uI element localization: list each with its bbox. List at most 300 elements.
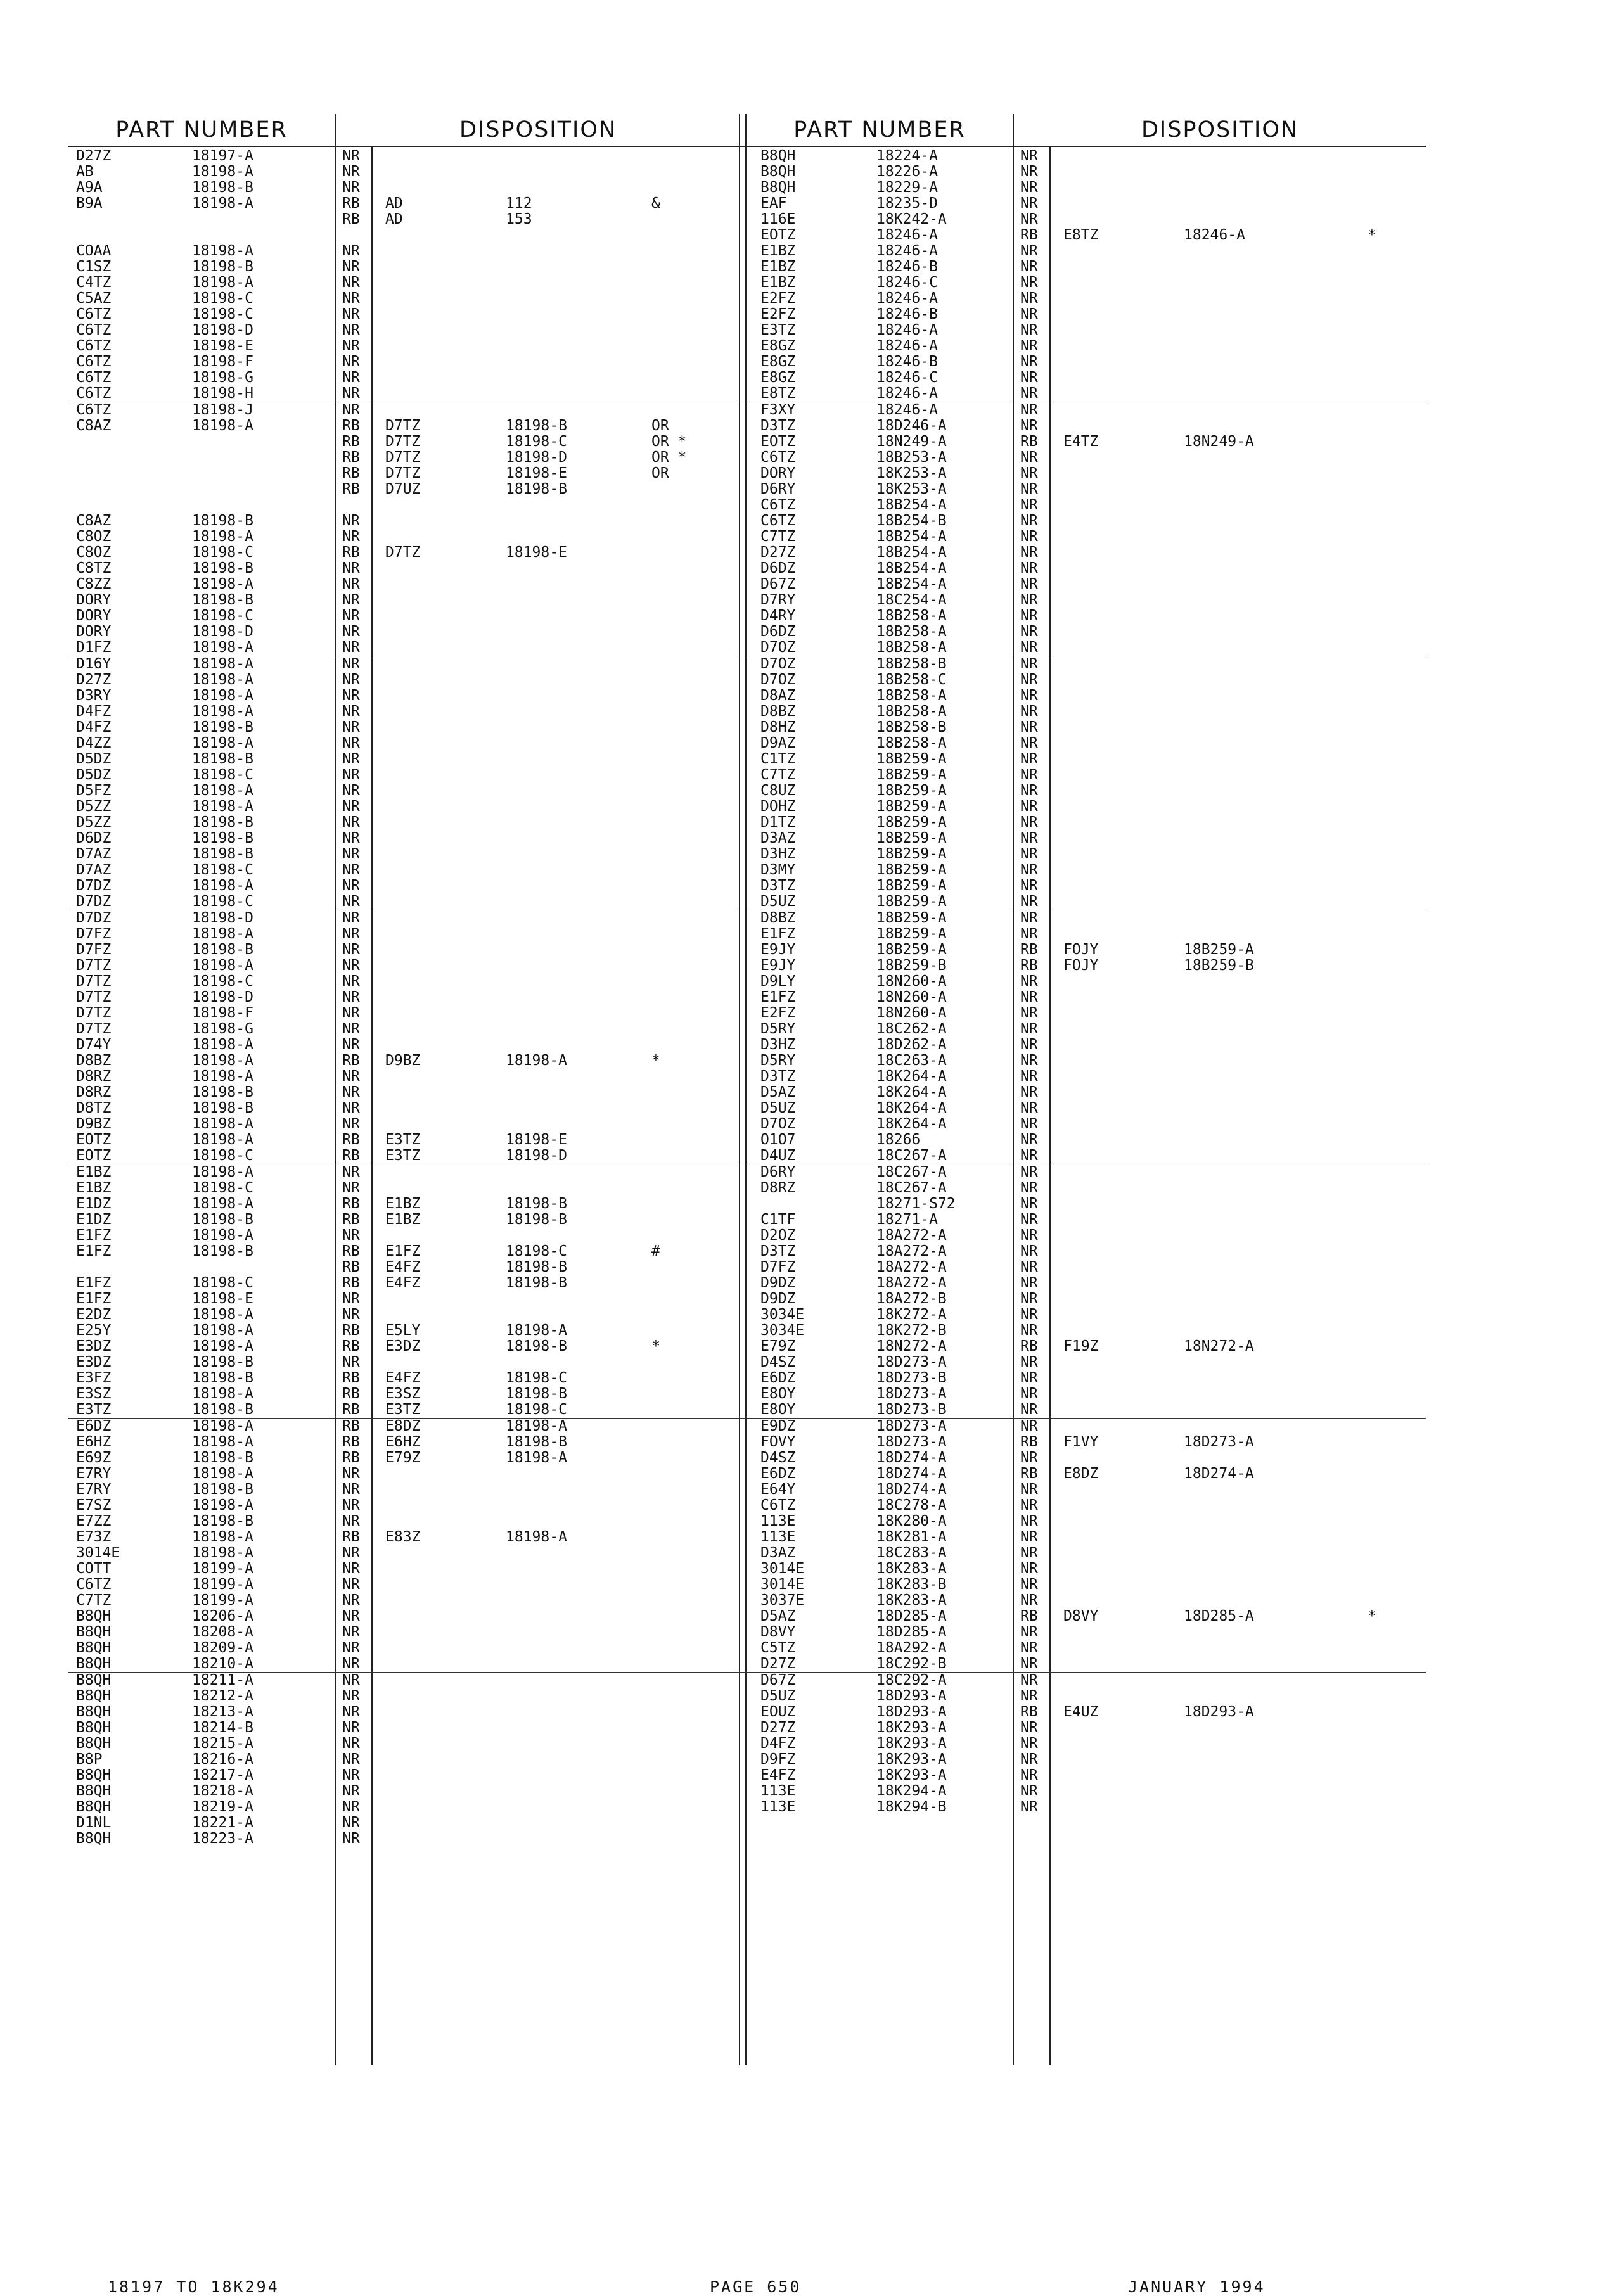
model-code: B8QH: [76, 1799, 112, 1815]
part-number: 18D273-B: [876, 1401, 947, 1418]
model-code: D8BZ: [76, 1052, 112, 1069]
disposition-code: NR: [342, 354, 360, 370]
part-number: 18K294-B: [876, 1799, 947, 1815]
replacement-part: 18198-B: [506, 1211, 567, 1228]
part-number: 18198-G: [192, 369, 253, 386]
table-row: [740, 1244, 1426, 1260]
table-row: [740, 688, 1426, 704]
part-number: 18B259-A: [876, 751, 947, 767]
table-row: [68, 1037, 740, 1053]
model-code: E4FZ: [760, 1767, 796, 1783]
model-code: E8OY: [760, 1386, 796, 1402]
model-code: E1FZ: [760, 926, 796, 942]
disposition-code: RB: [1020, 227, 1038, 243]
part-number: 18D274-A: [876, 1465, 947, 1482]
part-number: 18246-A: [876, 385, 938, 402]
part-number: 18198-A: [192, 1434, 253, 1450]
disposition-code: RB: [342, 1275, 360, 1291]
part-number: 18198-C: [192, 1147, 253, 1164]
part-number: 18198-A: [192, 1164, 253, 1180]
model-code: E3DZ: [76, 1354, 112, 1370]
table-row: [740, 831, 1426, 846]
model-code: E9JY: [760, 957, 796, 974]
disposition-code: RB: [342, 1196, 360, 1212]
part-number: 18K280-A: [876, 1513, 947, 1529]
model-code: B8QH: [76, 1735, 112, 1752]
disposition-code: NR: [1020, 1735, 1038, 1752]
model-code: 113E: [760, 1783, 796, 1799]
model-code: E8GZ: [760, 338, 796, 354]
model-code: D5FZ: [76, 782, 112, 799]
disposition-code: NR: [1020, 1005, 1038, 1021]
part-number: 18198-D: [192, 910, 253, 926]
model-code: E1FZ: [76, 1243, 112, 1260]
table-row: [740, 307, 1426, 322]
disposition-code: NR: [342, 608, 360, 624]
disposition-code: NR: [342, 798, 360, 815]
part-number: 18B259-A: [876, 926, 947, 942]
table-row: [68, 1799, 740, 1815]
disposition-code: NR: [1020, 1306, 1038, 1323]
part-number: 18K264-A: [876, 1116, 947, 1132]
disposition-code: NR: [342, 560, 360, 577]
disposition-code: NR: [342, 957, 360, 974]
disposition-code: NR: [342, 1481, 360, 1498]
disposition-code: RB: [342, 418, 360, 434]
part-number: 18K272-A: [876, 1306, 947, 1323]
disposition-code: NR: [342, 1306, 360, 1323]
disposition-code: NR: [1020, 719, 1038, 736]
table-row: [68, 497, 740, 513]
table-row: [68, 529, 740, 545]
table-row: [740, 656, 1426, 672]
part-number: 18198-A: [192, 672, 253, 688]
disposition-code: NR: [342, 528, 360, 545]
replacement-part: 18198-C: [506, 1370, 567, 1386]
model-code: D5ZZ: [76, 798, 112, 815]
part-number: 18198-A: [192, 1418, 253, 1434]
replacement-part: 18N249-A: [1184, 433, 1254, 450]
part-number: 18198-A: [192, 163, 253, 180]
table-row: [740, 878, 1426, 894]
part-number: 18B258-A: [876, 687, 947, 704]
model-code: D5ZZ: [76, 814, 112, 831]
part-number: 18C283-A: [876, 1545, 947, 1561]
replacement-part: 18D285-A: [1184, 1608, 1254, 1624]
model-code: D6RY: [760, 481, 796, 497]
table-row: [740, 1752, 1426, 1768]
disposition-code: NR: [342, 1672, 360, 1688]
model-code: D7DZ: [76, 877, 112, 894]
disposition-code: NR: [1020, 910, 1038, 926]
model-code: D5UZ: [760, 1100, 796, 1116]
table-row: [740, 164, 1426, 180]
table-row: [740, 1037, 1426, 1053]
table-row: [740, 1085, 1426, 1100]
disposition-code: NR: [342, 814, 360, 831]
replacement-part: 18198-A: [506, 1450, 567, 1466]
model-code: E7ZZ: [76, 1513, 112, 1529]
table-row: [68, 1005, 740, 1021]
model-code: D1FZ: [76, 639, 112, 656]
table-row: [740, 1021, 1426, 1037]
part-number: 18B259-A: [876, 910, 947, 926]
table-row: [740, 1545, 1426, 1561]
disposition-code: RB: [342, 1211, 360, 1228]
part-number: 18217-A: [192, 1767, 253, 1783]
part-number: 18229-A: [876, 179, 938, 196]
model-code: E3TZ: [760, 322, 796, 338]
model-code: D5AZ: [760, 1608, 796, 1624]
table-row: [68, 482, 740, 497]
disposition-code: NR: [342, 163, 360, 180]
table-row: [740, 466, 1426, 482]
disposition-code: NR: [342, 862, 360, 878]
part-number: 18198-A: [192, 1497, 253, 1514]
replacement-model: D9BZ: [385, 1052, 421, 1069]
disposition-code: NR: [1020, 814, 1038, 831]
table-row: [740, 1624, 1426, 1640]
part-number: 18D273-B: [876, 1370, 947, 1386]
disposition-code: NR: [342, 576, 360, 592]
part-number: 18198-F: [192, 354, 253, 370]
disposition-code: NR: [1020, 1227, 1038, 1244]
table-row: [740, 1339, 1426, 1355]
model-code: D4RY: [760, 608, 796, 624]
part-number: 18198-B: [192, 258, 253, 275]
model-code: D8VY: [760, 1624, 796, 1640]
disposition-code: NR: [342, 148, 360, 164]
table-row: [68, 1720, 740, 1736]
disposition-code: NR: [1020, 163, 1038, 180]
table-row: [68, 1355, 740, 1370]
replacement-model: D8VY: [1063, 1608, 1099, 1624]
disposition-code: NR: [342, 1799, 360, 1815]
table-row: [68, 164, 740, 180]
table-row: [740, 1164, 1426, 1180]
disposition-code: NR: [1020, 687, 1038, 704]
model-code: E6DZ: [760, 1465, 796, 1482]
table-row: [68, 926, 740, 942]
disposition-code: NR: [1020, 402, 1038, 418]
replacement-model: F19Z: [1063, 1338, 1099, 1355]
part-number: 18A272-B: [876, 1291, 947, 1307]
part-number: 18C262-A: [876, 1021, 947, 1037]
part-number: 18198-C: [192, 608, 253, 624]
part-number: 18218-A: [192, 1783, 253, 1799]
disposition-code: NR: [342, 258, 360, 275]
table-row: [740, 243, 1426, 259]
table-row: [68, 1514, 740, 1529]
replacement-part: 18198-B: [506, 1196, 567, 1212]
table-row: [740, 577, 1426, 592]
disposition-code: RB: [342, 211, 360, 227]
model-code: D3AZ: [760, 1545, 796, 1561]
replacement-part: 18198-B: [506, 1259, 567, 1275]
model-code: D5RY: [760, 1021, 796, 1037]
disposition-code: RB: [342, 544, 360, 561]
part-number: 18198-A: [192, 1306, 253, 1323]
model-code: E79Z: [760, 1338, 796, 1355]
disposition-code: NR: [1020, 481, 1038, 497]
part-number: 18246-A: [876, 338, 938, 354]
disposition-code: NR: [1020, 830, 1038, 846]
note-mark: *: [651, 1052, 660, 1069]
disposition-code: NR: [1020, 989, 1038, 1005]
table-row: [68, 862, 740, 878]
disposition-code: NR: [342, 910, 360, 926]
part-number: 18B258-A: [876, 735, 947, 751]
part-number: 18N272-A: [876, 1338, 947, 1355]
table-row: [740, 1482, 1426, 1498]
part-number: 18B259-A: [876, 767, 947, 783]
disposition-header: DISPOSITION: [459, 117, 617, 143]
replacement-part: 18B259-A: [1184, 941, 1254, 958]
model-code: D9DZ: [760, 1275, 796, 1291]
part-number: 18198-B: [192, 751, 253, 767]
table-row: [740, 1260, 1426, 1275]
disposition-code: NR: [342, 1497, 360, 1514]
part-number: 18198-C: [192, 306, 253, 322]
disposition-code: RB: [1020, 1608, 1038, 1624]
model-code: E6DZ: [760, 1370, 796, 1386]
model-code: C7TZ: [76, 1592, 112, 1609]
disposition-code: NR: [342, 1084, 360, 1100]
replacement-part: 18198-A: [506, 1418, 567, 1434]
table-row: [68, 1577, 740, 1593]
disposition-code: NR: [1020, 1513, 1038, 1529]
disposition-code: RB: [342, 1338, 360, 1355]
part-number: 18D293-A: [876, 1688, 947, 1704]
model-code: DORY: [76, 608, 112, 624]
disposition-code: NR: [1020, 767, 1038, 783]
replacement-part: 18198-C: [506, 433, 567, 450]
table-row: [740, 354, 1426, 370]
model-code: E7RY: [76, 1481, 112, 1498]
model-code: E8TZ: [760, 385, 796, 402]
part-number: 18198-C: [192, 893, 253, 910]
disposition-code: RB: [342, 449, 360, 466]
disposition-code: NR: [1020, 1401, 1038, 1418]
part-number: 18B253-A: [876, 449, 947, 466]
disposition-code: NR: [1020, 148, 1038, 164]
disposition-code: NR: [342, 1036, 360, 1053]
model-code: E8OY: [760, 1401, 796, 1418]
table-row: [740, 1148, 1426, 1164]
table-row: [68, 1148, 740, 1164]
disposition-code: NR: [1020, 1211, 1038, 1228]
part-number: 18B254-A: [876, 560, 947, 577]
disposition-code: NR: [1020, 1164, 1038, 1180]
disposition-code: NR: [1020, 1116, 1038, 1132]
model-code: E1BZ: [760, 243, 796, 259]
replacement-model: E4TZ: [1063, 433, 1099, 450]
part-number: 18K253-A: [876, 481, 947, 497]
disposition-code: NR: [342, 1655, 360, 1672]
replacement-part: 18198-A: [506, 1322, 567, 1339]
footer-range: 18197 TO 18K294: [108, 2278, 279, 2296]
header-rule: [68, 146, 740, 147]
model-code: C6TZ: [76, 338, 112, 354]
disposition-code: NR: [1020, 1036, 1038, 1053]
note-mark: &: [651, 195, 660, 212]
table-row: [740, 545, 1426, 561]
disposition-code: NR: [1020, 385, 1038, 402]
table-row: [740, 751, 1426, 767]
disposition-code: NR: [1020, 1640, 1038, 1656]
replacement-part: 18198-D: [506, 449, 567, 466]
table-row: [740, 926, 1426, 942]
table-row: [740, 291, 1426, 307]
table-row: [740, 259, 1426, 275]
table-row: [68, 370, 740, 386]
disposition-code: NR: [1020, 354, 1038, 370]
part-number: 18D273-A: [876, 1434, 947, 1450]
part-number: 18198-A: [192, 418, 253, 434]
model-code: D8RZ: [760, 1180, 796, 1196]
part-number: 18K293-A: [876, 1751, 947, 1768]
table-row: [740, 799, 1426, 815]
model-code: E1BZ: [76, 1180, 112, 1196]
disposition-code: NR: [342, 1005, 360, 1021]
table-row: [68, 1085, 740, 1100]
part-number: 18209-A: [192, 1640, 253, 1656]
disposition-code: NR: [1020, 1545, 1038, 1561]
model-code: C8UZ: [760, 782, 796, 799]
table-row: [68, 974, 740, 990]
replacement-model: E1BZ: [385, 1211, 421, 1228]
table-row: [68, 402, 740, 418]
disposition-code: NR: [1020, 639, 1038, 656]
table-row: [740, 1116, 1426, 1132]
disposition-code: NR: [342, 1021, 360, 1037]
disposition-code: NR: [1020, 1291, 1038, 1307]
table-row: [68, 1419, 740, 1434]
replacement-model: E4UZ: [1063, 1704, 1099, 1720]
part-number: 18B259-A: [876, 830, 947, 846]
disposition-code: RB: [342, 465, 360, 482]
part-number: 18D274-A: [876, 1450, 947, 1466]
part-number: 18198-B: [192, 1243, 253, 1260]
model-code: EOTZ: [760, 433, 796, 450]
disposition-code: NR: [1020, 338, 1038, 354]
disposition-code: NR: [342, 973, 360, 990]
model-code: C6TZ: [76, 322, 112, 338]
replacement-part: 18198-B: [506, 481, 567, 497]
disposition-code: NR: [1020, 926, 1038, 942]
replacement-model: D7TZ: [385, 449, 421, 466]
table-row: [68, 1291, 740, 1307]
disposition-code: NR: [1020, 1799, 1038, 1815]
disposition-code: NR: [1020, 623, 1038, 640]
table-row: [740, 1355, 1426, 1370]
part-number: 18A292-A: [876, 1640, 947, 1656]
disposition-code: NR: [1020, 735, 1038, 751]
model-code: E8GZ: [760, 354, 796, 370]
table-row: [740, 386, 1426, 402]
table-row: [68, 1212, 740, 1228]
part-number: 18198-B: [192, 179, 253, 196]
model-code: D4ZZ: [76, 735, 112, 751]
model-code: E2FZ: [760, 306, 796, 322]
model-code: E64Y: [760, 1481, 796, 1498]
disposition-code: NR: [1020, 322, 1038, 338]
model-code: D4UZ: [760, 1147, 796, 1164]
part-number: 18226-A: [876, 163, 938, 180]
table-row: [68, 227, 740, 243]
table-row: [740, 1577, 1426, 1593]
replacement-model: D7TZ: [385, 465, 421, 482]
table-row: [68, 418, 740, 434]
table-row: [68, 450, 740, 466]
model-code: D9FZ: [760, 1751, 796, 1768]
model-code: E3SZ: [76, 1386, 112, 1402]
disposition-code: RB: [342, 1052, 360, 1069]
table-row: [68, 1228, 740, 1244]
model-code: B8QH: [76, 1655, 112, 1672]
table-row: [68, 1053, 740, 1069]
table-row: [68, 386, 740, 402]
table-row: [740, 1799, 1426, 1815]
table-row: [68, 1466, 740, 1482]
disposition-code: NR: [1020, 1767, 1038, 1783]
part-number: 18198-A: [192, 1465, 253, 1482]
table-row: [68, 1783, 740, 1799]
disposition-code: NR: [342, 672, 360, 688]
table-row: [740, 672, 1426, 688]
table-row: [68, 1673, 740, 1688]
disposition-code: RB: [342, 1322, 360, 1339]
model-code: D3TZ: [760, 877, 796, 894]
disposition-code: NR: [342, 179, 360, 196]
model-code: D9BZ: [76, 1116, 112, 1132]
replacement-part: 18D293-A: [1184, 1704, 1254, 1720]
part-number: 18198-A: [192, 1338, 253, 1355]
note-mark: OR *: [651, 433, 687, 450]
part-number: 18198-B: [192, 846, 253, 862]
table-row: [740, 338, 1426, 354]
table-row: [68, 1609, 740, 1624]
part-number: 18221-A: [192, 1814, 253, 1831]
model-code: D7DZ: [76, 910, 112, 926]
table-row: [740, 1498, 1426, 1514]
table-row: [740, 815, 1426, 831]
model-code: 3037E: [760, 1592, 805, 1609]
table-row: [740, 640, 1426, 656]
model-code: B8QH: [76, 1704, 112, 1720]
table-row: [740, 958, 1426, 974]
table-row: [740, 1704, 1426, 1720]
part-number: 18B259-A: [876, 877, 947, 894]
part-number: 18B259-A: [876, 893, 947, 910]
model-code: D6RY: [760, 1164, 796, 1180]
disposition-code: NR: [342, 1592, 360, 1609]
model-code: C1SZ: [76, 258, 112, 275]
table-row: [68, 1244, 740, 1260]
model-code: C6TZ: [76, 402, 112, 418]
part-number: 18198-C: [192, 973, 253, 990]
model-code: DORY: [76, 592, 112, 608]
model-code: E1BZ: [76, 1164, 112, 1180]
replacement-part: 18198-A: [506, 1052, 567, 1069]
table-row: [68, 990, 740, 1005]
table-row: [740, 846, 1426, 862]
replacement-part: 18198-E: [506, 465, 567, 482]
table-row: [740, 1005, 1426, 1021]
model-code: D1NL: [76, 1814, 112, 1831]
disposition-code: NR: [342, 719, 360, 736]
replacement-part: 18198-B: [506, 1275, 567, 1291]
